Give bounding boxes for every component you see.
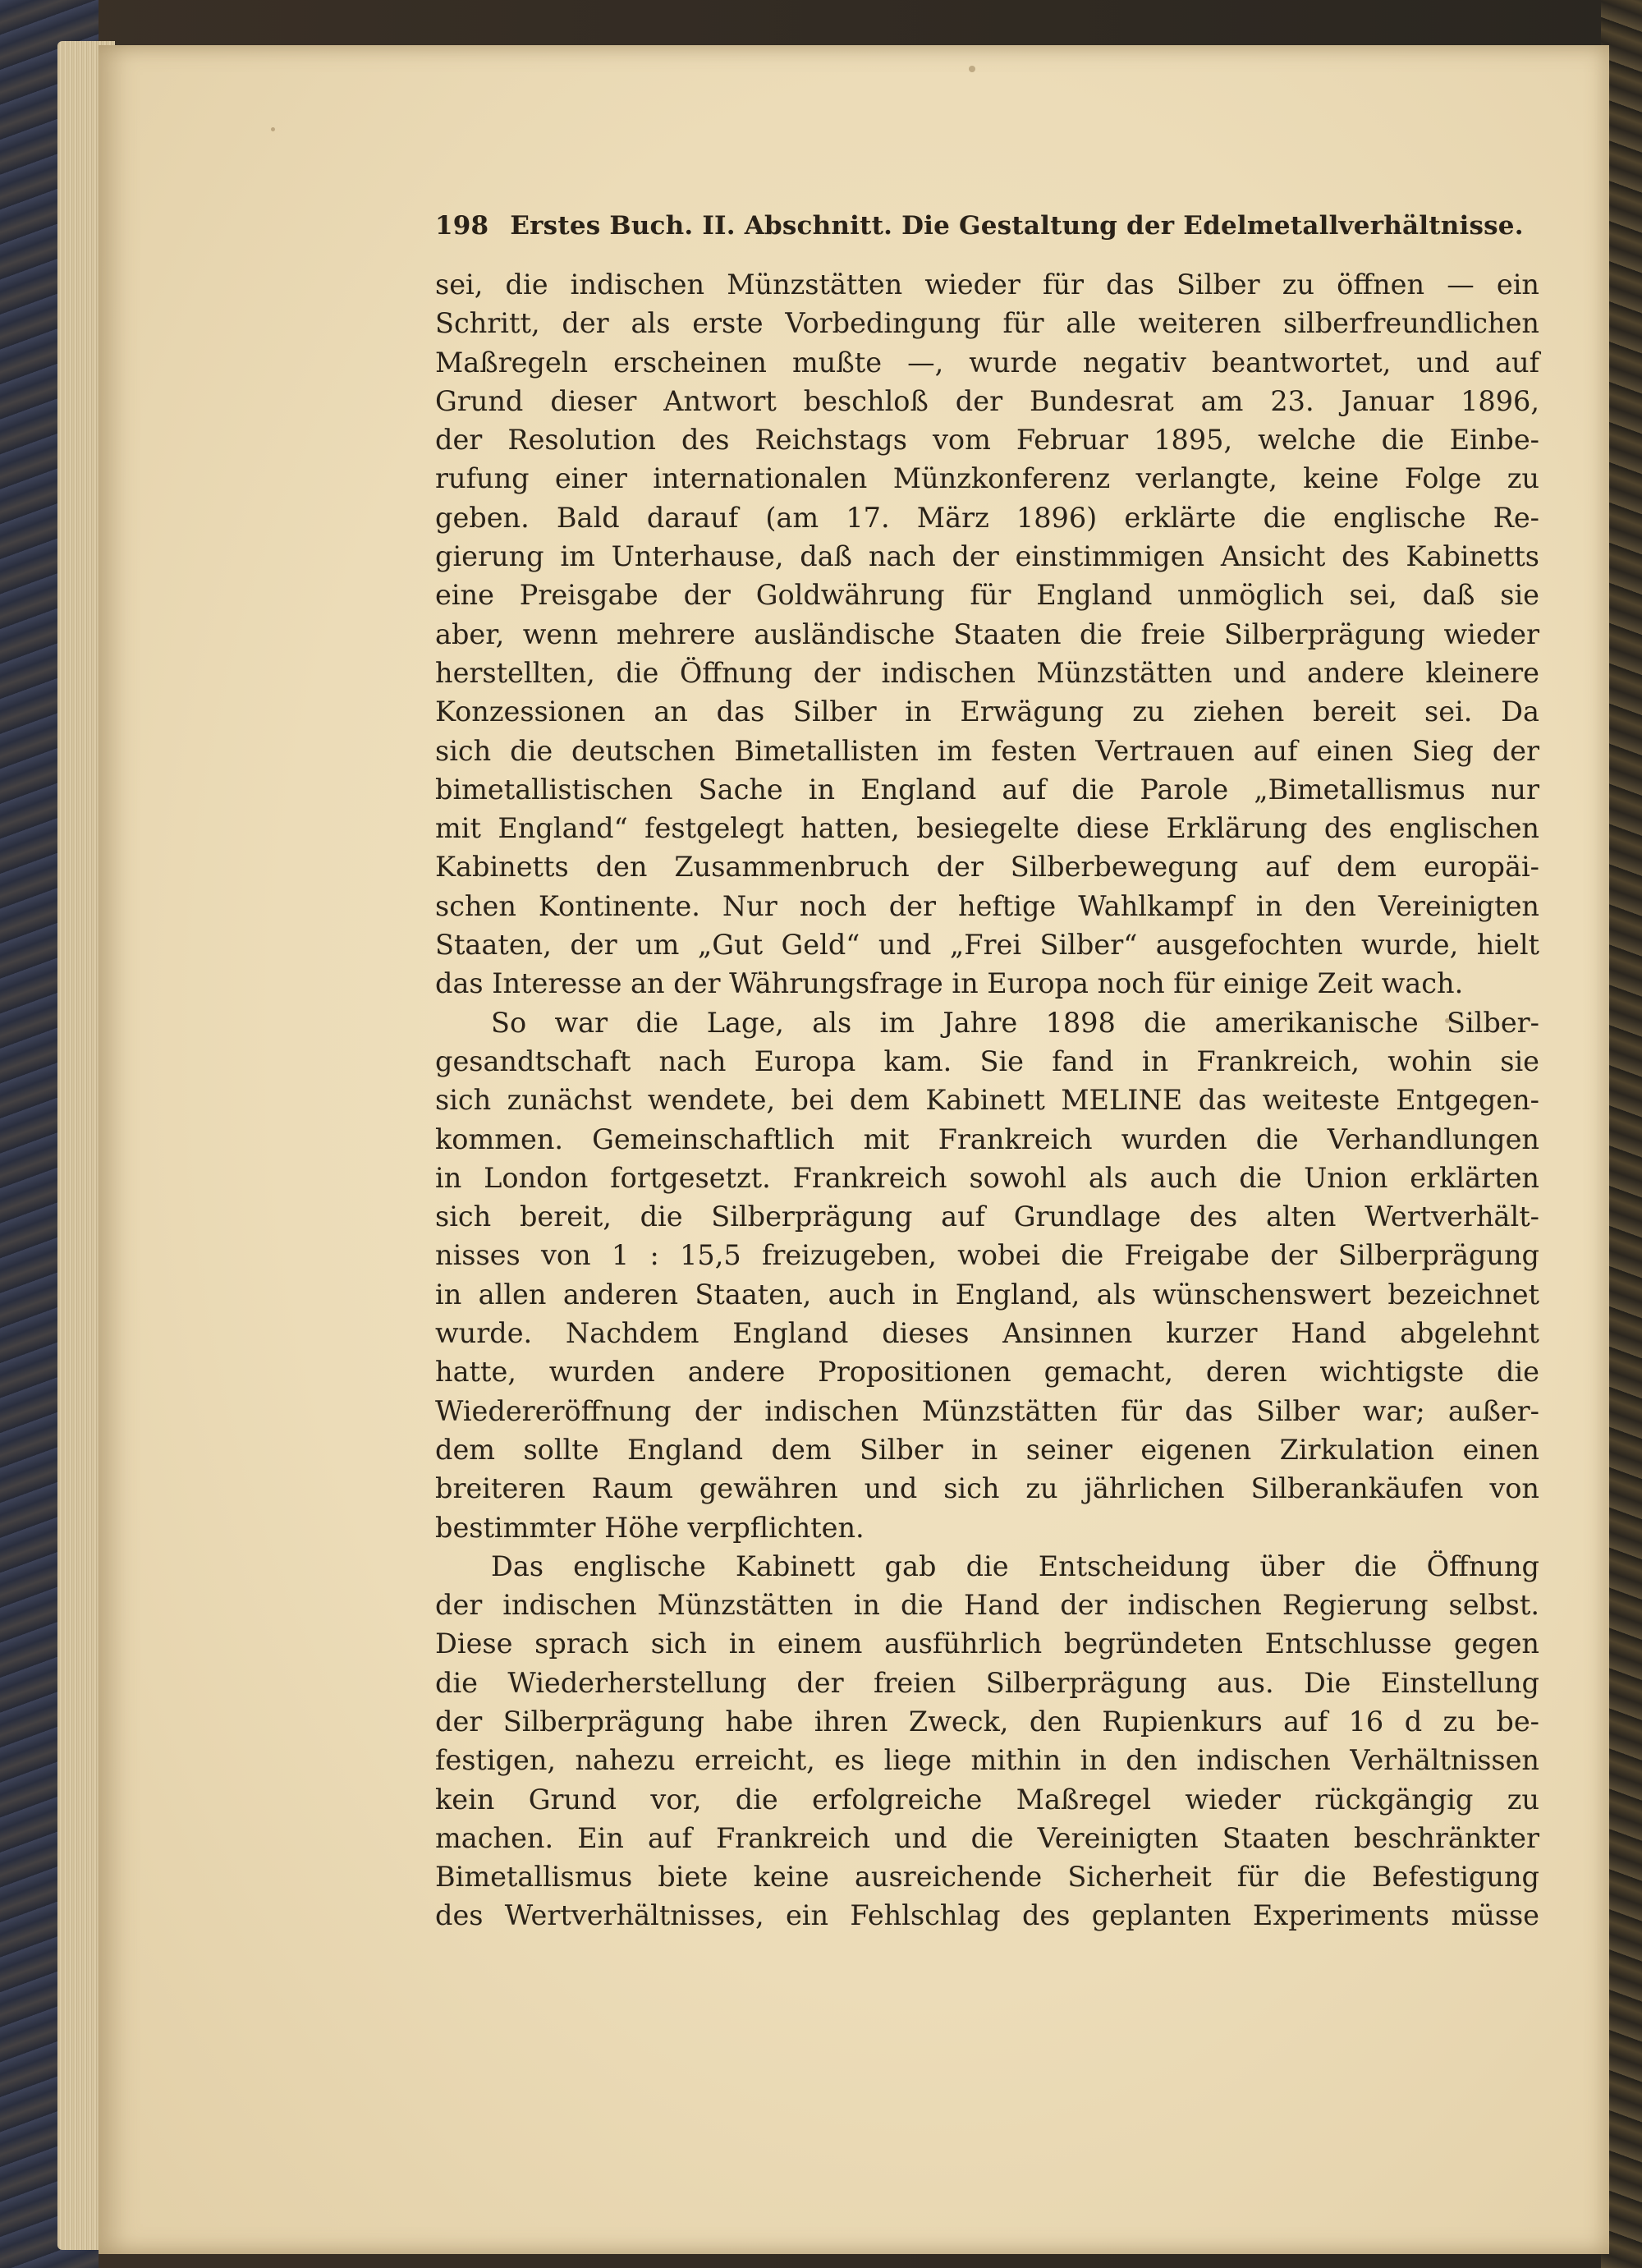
text-line: Staaten, der um „Gut Geld“ und „Frei Silber“ ausgefochten wurde, hielt xyxy=(435,929,1539,962)
text-line: die Wiederherstellung der freien Silberprägung aus. Die Einstellung xyxy=(435,1666,1539,1699)
text-line: hatte, wurden andere Propositionen gemacht, deren wichtigste die xyxy=(435,1356,1539,1389)
text-line: nisses von 1 : 15,5 freizugeben, wobei die Freigabe der Silberprägung xyxy=(435,1239,1539,1272)
text-line: Schritt, der als erste Vorbedingung für alle weiteren silberfreundlichen xyxy=(435,307,1539,340)
text-line: sich bereit, die Silberprägung auf Grundlage des alten Wertverhält- xyxy=(435,1201,1539,1233)
paragraph-2 xyxy=(435,1003,1539,1547)
text-line: wurde. Nachdem England dieses Ansinnen kurzer Hand abgelehnt xyxy=(435,1317,1539,1350)
text-line: das Interesse an der Währungsfrage in Europa noch für einige Zeit wach. xyxy=(435,967,1464,1000)
text-line: aber, wenn mehrere ausländische Staaten die freie Silberprägung wieder xyxy=(435,618,1539,650)
running-head xyxy=(435,211,1539,241)
text-line: mit England“ festgelegt hatten, besiegelte diese Erklärung des englischen xyxy=(435,812,1539,845)
text-line: der Silberprägung habe ihren Zweck, den Rupienkurs auf 16 d zu be- xyxy=(435,1705,1539,1738)
text-block xyxy=(435,211,1539,1935)
text-line: schen Kontinente. Nur noch der heftige Wahlkampf in den Vereinigten xyxy=(435,889,1539,922)
page-number: 198 xyxy=(435,211,489,241)
paragraph-3 xyxy=(435,1547,1539,1935)
text-line: kommen. Gemeinschaftlich mit Frankreich wurden die Verhandlungen xyxy=(435,1123,1539,1155)
text-line: geben. Bald darauf (am 17. März 1896) erklärte die englische Re- xyxy=(435,501,1539,534)
text-line: breiteren Raum gewähren und sich zu jährlichen Silberankäufen von xyxy=(435,1472,1539,1505)
text-line: gierung im Unterhause, daß nach der einstimmigen Ansicht des Kabinetts xyxy=(435,540,1539,573)
text-line: herstellten, die Öffnung der indischen Münzstätten und andere kleinere xyxy=(435,656,1539,689)
text-line: sei, die indischen Münzstätten wieder für das Silber zu öffnen — ein xyxy=(435,269,1539,301)
paragraph-1 xyxy=(435,265,1539,1003)
text-line: Diese sprach sich in einem ausführlich begründeten Entschlusse gegen xyxy=(435,1628,1539,1660)
text-line: der Resolution des Reichstags vom Februar 1895, welche die Einbe- xyxy=(435,424,1539,457)
text-line: Bimetallismus biete keine ausreichende Sicherheit für die Befestigung xyxy=(435,1861,1539,1894)
text-line: kein Grund vor, die erfolgreiche Maßregel wieder rückgängig zu xyxy=(435,1783,1539,1816)
text-line: sich die deutschen Bimetallisten im festen Vertrauen auf einen Sieg der xyxy=(435,734,1539,767)
text-line: rufung einer internationalen Münzkonferenz verlangte, keine Folge zu xyxy=(435,462,1539,495)
paper-speck xyxy=(969,66,975,72)
text-line: dem sollte England dem Silber in seiner eigenen Zirkulation einen xyxy=(435,1433,1539,1466)
text-line: Kabinetts den Zusammenbruch der Silberbewegung auf dem europäi- xyxy=(435,851,1539,884)
body-text xyxy=(435,265,1539,1935)
running-head-title: Erstes Buch. II. Abschnitt. Die Gestaltung der Edelmetallverhältnisse. xyxy=(510,211,1524,241)
text-line: in London fortgesetzt. Frankreich sowohl als auch die Union erklärten xyxy=(435,1161,1539,1194)
text-line: bestimmter Höhe verpflichten. xyxy=(435,1511,865,1544)
text-line: in allen anderen Staaten, auch in England, als wünschenswert bezeichnet xyxy=(435,1278,1539,1311)
text-line: Grund dieser Antwort beschloß der Bundesrat am 23. Januar 1896, xyxy=(435,384,1539,417)
text-line: des Wertverhältnisses, ein Fehlschlag des geplanten Experiments müsse xyxy=(435,1899,1539,1932)
text-line: machen. Ein auf Frankreich und die Vereinigten Staaten beschränkter xyxy=(435,1821,1539,1854)
text-line: festigen, nahezu erreicht, es liege mithin in den indischen Verhältnissen xyxy=(435,1744,1539,1777)
text-line: Konzessionen an das Silber in Erwägung zu ziehen bereit sei. Da xyxy=(435,696,1539,728)
text-line: eine Preisgabe der Goldwährung für England unmöglich sei, daß sie xyxy=(435,579,1539,612)
text-line: bimetallistischen Sache in England auf die Parole „Bimetallismus nur xyxy=(435,773,1539,806)
text-line: der indischen Münzstätten in die Hand der indischen Regierung selbst. xyxy=(435,1589,1539,1622)
book-page xyxy=(99,45,1609,2254)
text-line: Das englische Kabinett gab die Entscheidung über die Öffnung xyxy=(491,1549,1539,1582)
text-line: So war die Lage, als im Jahre 1898 die amerikanische Silber- xyxy=(491,1006,1539,1039)
text-line: sich zunächst wendete, bei dem Kabinett MELINE das weiteste Entgegen- xyxy=(435,1084,1539,1117)
text-line: Maßregeln erscheinen mußte —, wurde negativ beantwortet, und auf xyxy=(435,346,1539,379)
text-line: Wiedereröffnung der indischen Münzstätten für das Silber war; außer- xyxy=(435,1394,1539,1427)
paper-speck xyxy=(271,127,275,131)
text-line: gesandtschaft nach Europa kam. Sie fand in Frankreich, wohin sie xyxy=(435,1044,1539,1077)
